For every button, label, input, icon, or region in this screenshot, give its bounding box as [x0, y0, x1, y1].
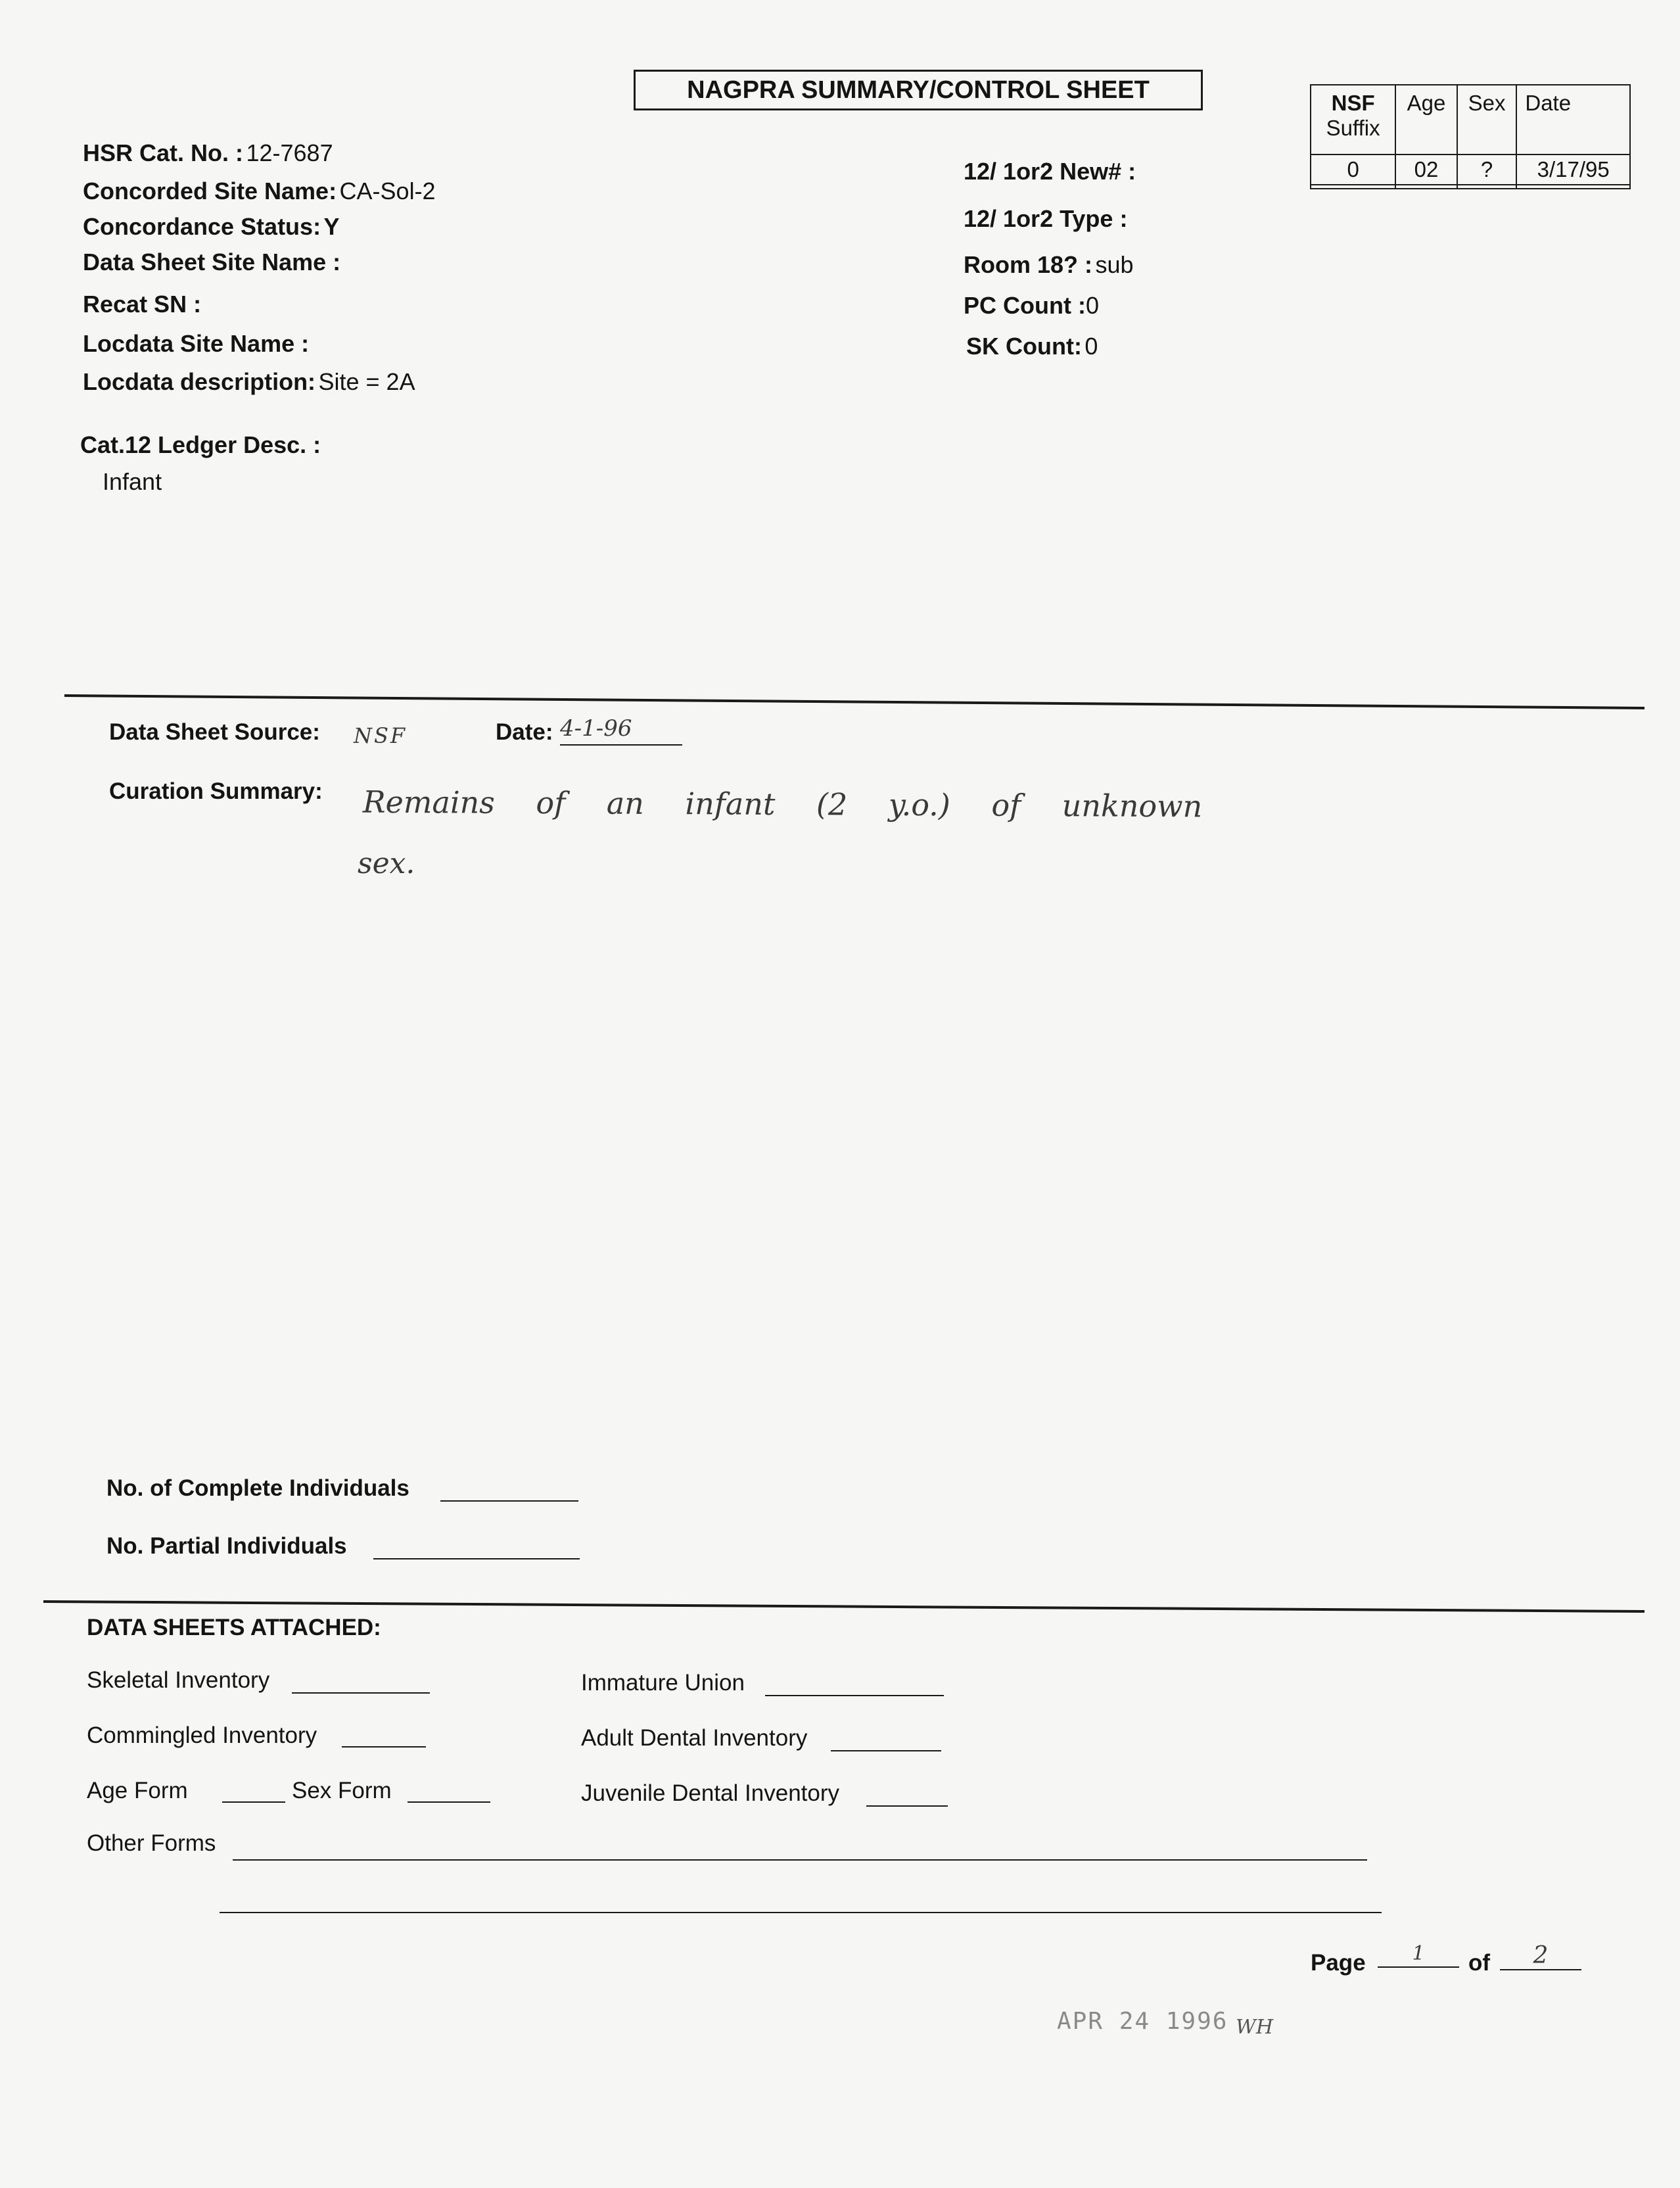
locdata-site-label: Locdata Site Name :: [83, 330, 310, 357]
locdata-desc-label: Locdata description:: [83, 368, 316, 395]
locdata-desc-value: Site = 2A: [318, 368, 415, 395]
pc-count-row: [964, 292, 1099, 320]
ledger-value: Infant: [103, 468, 162, 495]
page-label: Page: [1311, 1950, 1366, 1976]
date-label: Date:: [496, 719, 553, 745]
age-form-label: Age Form: [87, 1778, 188, 1803]
nsf-suffix-value: 0: [1311, 155, 1395, 185]
age-value: 02: [1395, 155, 1457, 185]
hsr-cat-row: [83, 139, 333, 167]
data-sheet-source-label: Data Sheet Source:: [109, 719, 320, 745]
locdata-desc-row: [83, 368, 415, 396]
commingled-inventory-label: Commingled Inventory: [87, 1723, 317, 1748]
curation-summary-handwritten-line1: Remains of an infant (2 y.o.) of unknown: [362, 784, 1203, 824]
hsr-cat-label: HSR Cat. No. :: [83, 139, 244, 166]
sex-form-label: Sex Form: [292, 1778, 392, 1803]
room-label: Room 18? :: [964, 251, 1093, 278]
curation-summary-handwritten-line2: sex.: [358, 847, 415, 880]
other-forms-label: Other Forms: [87, 1830, 216, 1856]
room-value: sub: [1095, 251, 1134, 278]
sex-header: Sex: [1457, 85, 1517, 155]
new-number-label: 12/ 1or2 New# :: [964, 158, 1136, 185]
pc-count-label: PC Count :: [964, 292, 1086, 319]
hsr-cat-value: 12-7687: [246, 139, 333, 166]
curation-summary-label: Curation Summary:: [109, 778, 323, 804]
stamp-initials: WH: [1236, 2016, 1273, 2039]
concorded-site-label: Concorded Site Name:: [83, 178, 337, 204]
other-forms-line-1[interactable]: [233, 1859, 1367, 1861]
section-divider-bottom: [0, 1599, 1680, 1615]
complete-individuals-line[interactable]: [440, 1500, 578, 1502]
form-title: NAGPRA SUMMARY/CONTROL SHEET: [634, 70, 1203, 110]
recat-sn-label: Recat SN :: [83, 291, 202, 318]
date-value: 3/17/95: [1516, 155, 1630, 185]
juvenile-dental-line[interactable]: [866, 1805, 948, 1807]
data-sheet-source-value: NSF: [354, 723, 408, 748]
sex-form-line[interactable]: [408, 1801, 490, 1803]
nsf-table: [1310, 84, 1631, 189]
immature-union-label: Immature Union: [581, 1670, 745, 1696]
date-header: Date: [1516, 85, 1630, 155]
concordance-status-value: Y: [323, 213, 340, 240]
adult-dental-line[interactable]: [831, 1750, 941, 1751]
sex-value: ?: [1457, 155, 1517, 185]
nsf-header: [1311, 85, 1395, 155]
type-label: 12/ 1or2 Type :: [964, 205, 1128, 232]
of-label: of: [1468, 1950, 1491, 1976]
section-divider-top: [0, 690, 1680, 710]
date-handwritten: 4-1-96: [560, 715, 682, 746]
room-row: [964, 251, 1134, 279]
age-form-line[interactable]: [222, 1801, 285, 1803]
sk-count-row: [966, 333, 1098, 360]
ledger-label: Cat.12 Ledger Desc. :: [80, 431, 321, 458]
data-sheets-heading: DATA SHEETS ATTACHED:: [87, 1615, 381, 1640]
commingled-inventory-line[interactable]: [342, 1746, 426, 1748]
partial-individuals-line[interactable]: [373, 1558, 580, 1559]
skeletal-inventory-line[interactable]: [292, 1692, 430, 1694]
sk-count-label: SK Count:: [966, 333, 1082, 360]
sk-count-value: 0: [1085, 333, 1098, 360]
concordance-status-label: Concordance Status:: [83, 213, 321, 240]
partial-individuals-label: No. Partial Individuals: [106, 1533, 347, 1559]
age-header: Age: [1395, 85, 1457, 155]
juvenile-dental-label: Juvenile Dental Inventory: [581, 1780, 839, 1806]
immature-union-line[interactable]: [765, 1695, 944, 1696]
concorded-site-row: [83, 178, 436, 205]
adult-dental-label: Adult Dental Inventory: [581, 1725, 808, 1751]
skeletal-inventory-label: Skeletal Inventory: [87, 1667, 270, 1693]
concorded-site-value: CA-Sol-2: [339, 178, 436, 204]
complete-individuals-label: No. of Complete Individuals: [106, 1475, 409, 1501]
received-date-stamp: APR 24 1996: [1057, 2008, 1228, 2035]
other-forms-line-2[interactable]: [220, 1912, 1382, 1913]
suffix-header-label: Suffix: [1326, 116, 1380, 140]
page-total: 2: [1500, 1942, 1581, 1970]
data-sheet-site-label: Data Sheet Site Name :: [83, 249, 341, 275]
page-number: 1: [1378, 1942, 1459, 1968]
pc-count-value: 0: [1085, 292, 1099, 319]
nsf-header-label: NSF: [1331, 91, 1375, 115]
concordance-status-row: [83, 213, 340, 241]
